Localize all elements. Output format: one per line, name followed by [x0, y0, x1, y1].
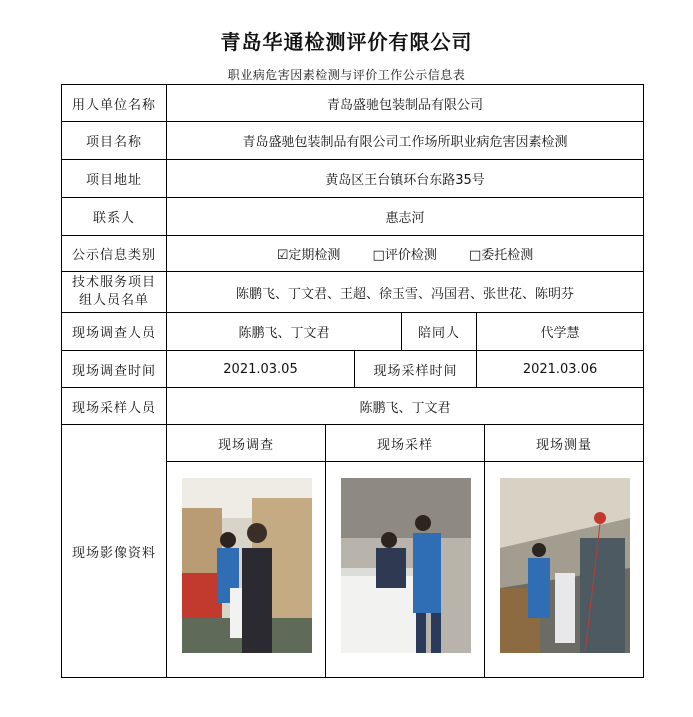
measurement-photo: [500, 478, 630, 653]
row-dates: [62, 351, 644, 388]
category-label: 公示信息类别: [62, 236, 167, 272]
checkbox-empty-icon[interactable]: □: [469, 248, 482, 263]
companion-label: 陪同人: [402, 313, 477, 351]
row-media: [62, 425, 644, 678]
media-col-sampling: 现场采样: [326, 425, 485, 461]
survey-photo: [182, 478, 312, 653]
row-project-name: [62, 122, 644, 160]
team-value: 陈鹏飞、丁文君、王超、徐玉雪、冯国君、张世花、陈明芬: [167, 272, 644, 313]
row-contact: [62, 198, 644, 236]
team-label-line2: 组人员名单: [78, 293, 149, 308]
survey-time-label: 现场调查时间: [62, 351, 167, 388]
sampling-time-label: 现场采样时间: [355, 351, 477, 388]
option-commissioned-label: 委托检测: [481, 248, 534, 263]
company-title: 青岛华通检测评价有限公司: [220, 30, 473, 54]
checkbox-empty-icon[interactable]: □: [372, 248, 385, 263]
survey-time-value: 2021.03.05: [167, 351, 355, 388]
media-col-survey: 现场调查: [167, 425, 326, 461]
survey-staff-label: 现场调查人员: [62, 313, 167, 351]
checkbox-checked-icon[interactable]: ☑: [276, 248, 289, 263]
sampling-staff-label: 现场采样人员: [62, 388, 167, 425]
media-col-measurement: 现场测量: [535, 437, 592, 453]
media-slot-sampling: [326, 462, 485, 677]
form-subtitle: 职业病危害因素检测与评价工作公示信息表: [227, 68, 466, 82]
option-periodic[interactable]: [277, 244, 341, 263]
team-label-line1: 技术服务项目: [71, 275, 156, 290]
sampling-time-value: 2021.03.06: [477, 351, 644, 388]
row-employer: [62, 85, 644, 122]
row-survey-staff: [62, 313, 644, 351]
option-evaluation-label: 评价检测: [384, 248, 437, 263]
companion-value: 代学慧: [477, 313, 644, 351]
project-name-value: 青岛盛驰包装制品有限公司工作场所职业病危害因素检测: [167, 122, 644, 160]
contact-label: 联系人: [62, 198, 167, 236]
project-address-label: 项目地址: [62, 160, 167, 198]
employer-value: 青岛盛驰包装制品有限公司: [167, 85, 644, 122]
project-name-label: 项目名称: [62, 122, 167, 160]
category-options: [167, 236, 644, 272]
option-periodic-label: 定期检测: [288, 248, 341, 263]
option-commissioned[interactable]: [469, 244, 533, 263]
sampling-photo: [341, 478, 471, 653]
sampling-staff-value: 陈鹏飞、丁文君: [167, 388, 644, 425]
employer-label: 用人单位名称: [62, 85, 167, 122]
media-label: 现场影像资料: [62, 425, 167, 678]
media-header: [167, 425, 643, 462]
row-team: [62, 272, 644, 313]
contact-value: 惠志河: [167, 198, 644, 236]
info-table: [61, 84, 644, 678]
option-evaluation[interactable]: [373, 244, 437, 263]
media-slot-measurement: [485, 462, 643, 677]
media-cell: [167, 425, 644, 678]
media-slot-survey: [167, 462, 326, 677]
row-sampling-staff: [62, 388, 644, 425]
row-category: [62, 236, 644, 272]
row-project-address: [62, 160, 644, 198]
team-label: [62, 272, 167, 313]
project-address-value: 黄岛区王台镇环台东路35号: [167, 160, 644, 198]
survey-staff-value: 陈鹏飞、丁文君: [167, 313, 402, 351]
